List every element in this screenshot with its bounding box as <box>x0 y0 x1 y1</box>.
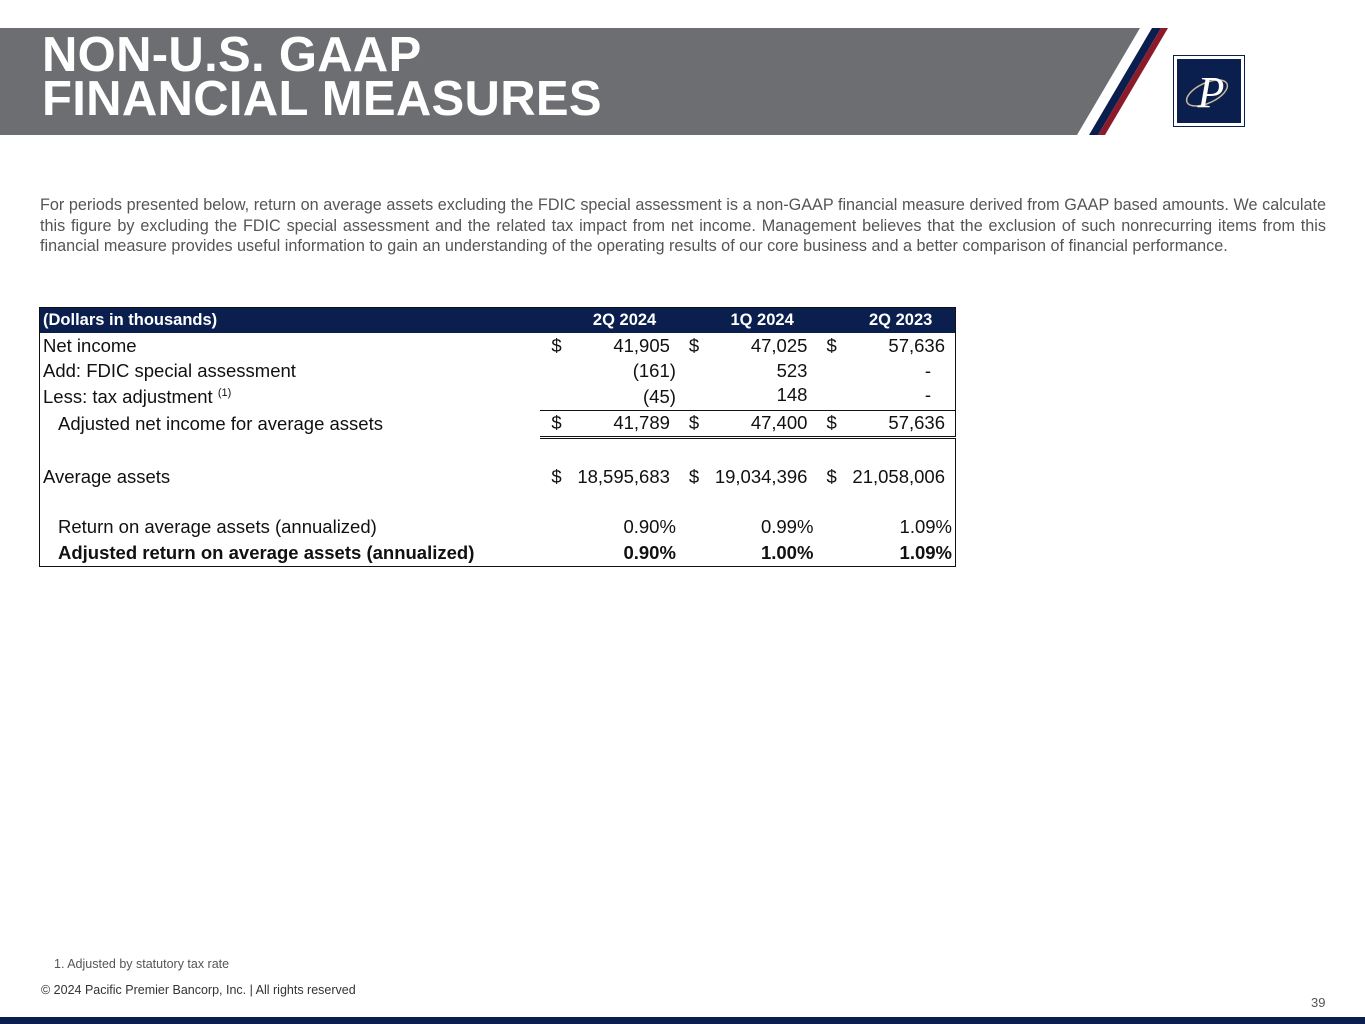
cell-value: 0.90% <box>623 541 676 563</box>
cell-value: 41,789 <box>571 410 678 438</box>
header-dollars-label: (Dollars in thousands) <box>40 308 541 334</box>
dollar-sign: $ <box>551 465 562 487</box>
copyright: © 2024 Pacific Premier Bancorp, Inc. | All rights reserved <box>41 983 356 997</box>
cell-value: - <box>924 384 931 405</box>
intro-paragraph: For periods presented below, return on average assets excluding the FDIC special assessment is a non-GAAP financial measure derived from GAAP based amounts. We calculate this figure by excluding the FDIC special assessment and the related tax impact from net income. Management believes that the exclusion of such nonrecurring items from this financial measure provides useful information to gain an understanding of the operating results of our core business and a better comparison of financial performance. <box>40 196 1326 255</box>
row-label <box>40 384 541 410</box>
cell-value: 47,025 <box>750 334 808 356</box>
footnote: 1. Adjusted by statutory tax rate <box>54 957 230 971</box>
cell-value: 47,400 <box>709 410 816 438</box>
row-label: Net income <box>43 334 137 356</box>
cell-value: 148 <box>776 384 808 405</box>
cell-value: (45) <box>643 385 676 407</box>
bottom-bar <box>0 1017 1365 1024</box>
cell-value: 21,058,006 <box>852 465 945 487</box>
pacific-premier-logo-icon <box>1173 55 1245 127</box>
cell-value: 57,636 <box>888 334 945 356</box>
cell-value: 1.00% <box>760 541 814 563</box>
cell-value: (161) <box>632 360 676 382</box>
table-row <box>40 464 956 490</box>
row-label: Adjusted return on average assets (annualized) <box>58 541 475 563</box>
title-line-1: NON-U.S. GAAP <box>42 28 422 82</box>
footnote-marker: (1) <box>217 386 232 399</box>
table-header-row <box>40 308 956 334</box>
dollar-sign: $ <box>815 410 846 438</box>
header-period-2q2024: 2Q 2024 <box>571 308 678 334</box>
table-row <box>40 410 956 438</box>
title-line-2: FINANCIAL MEASURES <box>42 72 602 126</box>
dollar-sign: $ <box>540 410 571 438</box>
dollar-sign: $ <box>826 465 837 487</box>
cell-value: 1.09% <box>899 516 952 538</box>
table-row <box>40 359 956 385</box>
spacer-row <box>40 438 956 465</box>
table-row <box>40 515 956 541</box>
cell-value: 41,905 <box>613 334 670 356</box>
row-label: Return on average assets (annualized) <box>58 516 377 538</box>
dollar-sign: $ <box>688 334 700 356</box>
dollar-sign: $ <box>678 410 709 438</box>
row-label: Adjusted net income for average assets <box>58 412 383 434</box>
spacer-row <box>40 490 956 515</box>
svg-text:P: P <box>1197 68 1225 117</box>
cell-value: 19,034,396 <box>714 465 808 487</box>
dollar-sign: $ <box>826 334 837 356</box>
cell-value: 1.09% <box>899 541 952 563</box>
cell-value: - <box>924 360 931 382</box>
page-title <box>42 28 602 126</box>
table-row <box>40 540 956 566</box>
cell-value: 57,636 <box>846 410 955 438</box>
dollar-sign: $ <box>551 334 562 356</box>
cell-value: 523 <box>776 360 808 382</box>
non-gaap-table <box>39 307 956 567</box>
header-period-2q2023: 2Q 2023 <box>846 308 955 334</box>
dollar-sign: $ <box>688 465 700 487</box>
row-label: Add: FDIC special assessment <box>43 360 296 382</box>
table-row <box>40 333 956 359</box>
cell-value: 18,595,683 <box>577 465 670 487</box>
row-label-text: Less: tax adjustment <box>43 386 213 407</box>
cell-value: 0.90% <box>623 516 676 538</box>
page-number: 39 <box>1311 995 1326 1010</box>
table-row <box>40 384 956 410</box>
row-label: Average assets <box>43 465 171 487</box>
header-period-1q2024: 1Q 2024 <box>709 308 816 334</box>
cell-value: 0.99% <box>760 516 814 538</box>
